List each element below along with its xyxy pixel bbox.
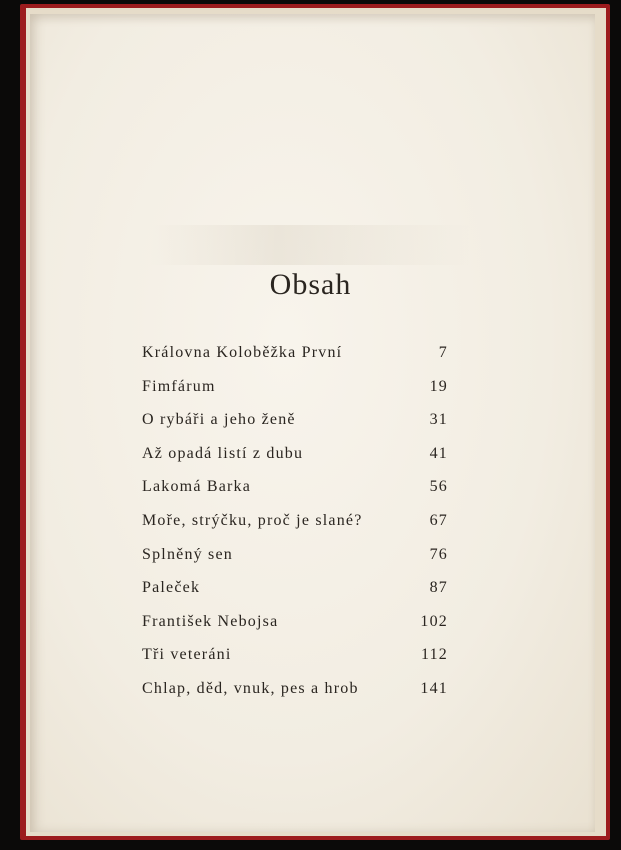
- toc-entry: [142, 542, 448, 576]
- toc-entry: [142, 575, 448, 609]
- toc-entry-title: Chlap, děd, vnuk, pes a hrob: [142, 679, 359, 697]
- toc-entry: [142, 374, 448, 408]
- toc-entry: [142, 508, 448, 542]
- toc-entry-page: 76: [429, 545, 448, 563]
- toc-entry: [142, 609, 448, 643]
- toc-entry-page: 87: [429, 579, 448, 597]
- toc-entry: [142, 642, 448, 676]
- toc-entry-title: Lakomá Barka: [142, 478, 252, 496]
- toc-entry-title: Splněný sen: [142, 545, 233, 563]
- toc-entry-title: Až opadá listí z dubu: [142, 444, 304, 462]
- toc-entry-page: 141: [420, 679, 448, 697]
- toc-entry: [142, 340, 448, 374]
- toc-entry: [142, 441, 448, 475]
- toc-entry: [142, 407, 448, 441]
- toc-entry: [142, 676, 448, 710]
- toc-entry-title: Moře, strýčku, proč je slané?: [142, 511, 363, 529]
- toc-entry-page: 7: [438, 344, 448, 361]
- toc-entry-page: 19: [429, 377, 448, 395]
- toc-entry-page: 102: [420, 612, 448, 630]
- toc-entry-title: Královna Koloběžka První: [142, 344, 343, 361]
- show-through-shadow: [150, 225, 470, 265]
- toc-entry-title: Fimfárum: [142, 377, 216, 395]
- toc-entry-page: 112: [420, 646, 448, 664]
- toc-entry-page: 67: [429, 511, 448, 529]
- toc-entry-title: O rybáři a jeho ženě: [142, 411, 296, 429]
- toc-entry-page: 56: [429, 478, 448, 496]
- toc-entry-page: 41: [429, 444, 448, 462]
- toc-entry-title: Paleček: [142, 579, 201, 597]
- toc-entry-page: 31: [429, 411, 448, 429]
- toc-entry: [142, 474, 448, 508]
- page-title: Obsah: [269, 268, 352, 301]
- table-of-contents: [142, 340, 448, 710]
- toc-entry-title: František Nebojsa: [142, 612, 279, 630]
- toc-entry-title: Tři veteráni: [142, 646, 232, 664]
